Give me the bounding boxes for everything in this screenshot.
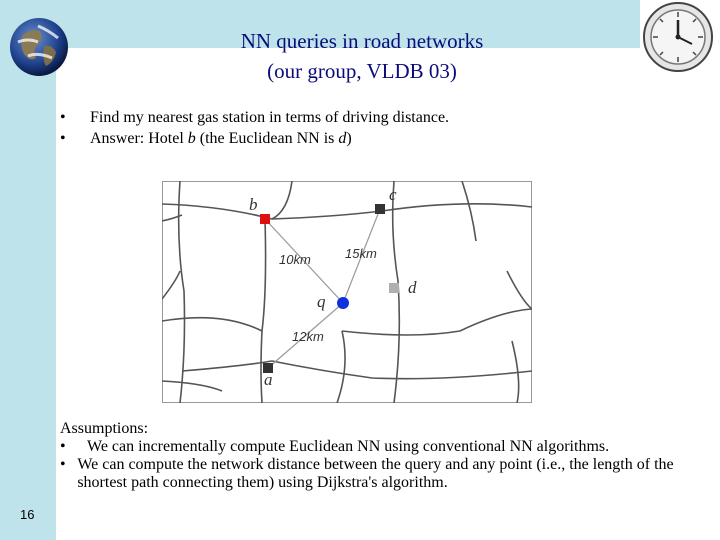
point-c-marker xyxy=(375,204,385,214)
answer-d: d xyxy=(338,130,347,147)
title-line-1: NN queries in road networks xyxy=(240,29,484,53)
assumption-item xyxy=(60,438,700,456)
bullet-list xyxy=(58,107,449,149)
bullet-marker: • xyxy=(60,109,66,126)
bullet-marker: • xyxy=(60,438,66,455)
label-a: a xyxy=(264,370,273,389)
bullet-marker: • xyxy=(60,456,66,473)
globe-icon xyxy=(8,16,70,78)
title-line-2: (our group, VLDB 03) xyxy=(267,59,457,83)
point-d-marker xyxy=(389,283,399,293)
label-q: q xyxy=(317,292,326,311)
query-point-marker xyxy=(337,297,349,309)
distance-q-a: 12km xyxy=(292,329,324,344)
distance-q-b: 10km xyxy=(279,252,311,267)
assumption-item xyxy=(60,456,700,492)
answer-prefix: Answer: Hotel xyxy=(90,130,188,147)
label-d: d xyxy=(408,278,417,297)
assumptions-heading: Assumptions: xyxy=(60,420,149,437)
distance-q-c: 15km xyxy=(345,246,377,261)
bullet-text xyxy=(90,128,352,149)
label-c: c xyxy=(389,185,397,204)
left-band xyxy=(0,0,56,540)
label-b: b xyxy=(249,195,258,214)
road-network-diagram xyxy=(162,181,532,403)
bullet-text: Find my nearest gas station in terms of driving distance. xyxy=(90,109,450,126)
answer-b: b xyxy=(187,130,196,147)
bullet-item xyxy=(58,107,449,128)
answer-suffix: ) xyxy=(346,130,352,147)
slide-title xyxy=(150,26,574,86)
answer-middle: (the Euclidean NN is xyxy=(195,130,339,147)
clock-icon xyxy=(640,0,716,74)
bullet-marker: • xyxy=(60,130,66,147)
assumption-text: We can incrementally compute Euclidean NN using conventional NN algorithms. xyxy=(87,438,610,455)
bullet-item xyxy=(58,128,449,149)
point-b-marker xyxy=(260,214,270,224)
assumptions-block xyxy=(60,420,700,492)
page-number: 16 xyxy=(20,507,35,522)
assumption-text: We can compute the network distance between the query and any point (i.e., the length of the shortest path connecting them) using Dijkstra's algorithm. xyxy=(77,456,674,491)
